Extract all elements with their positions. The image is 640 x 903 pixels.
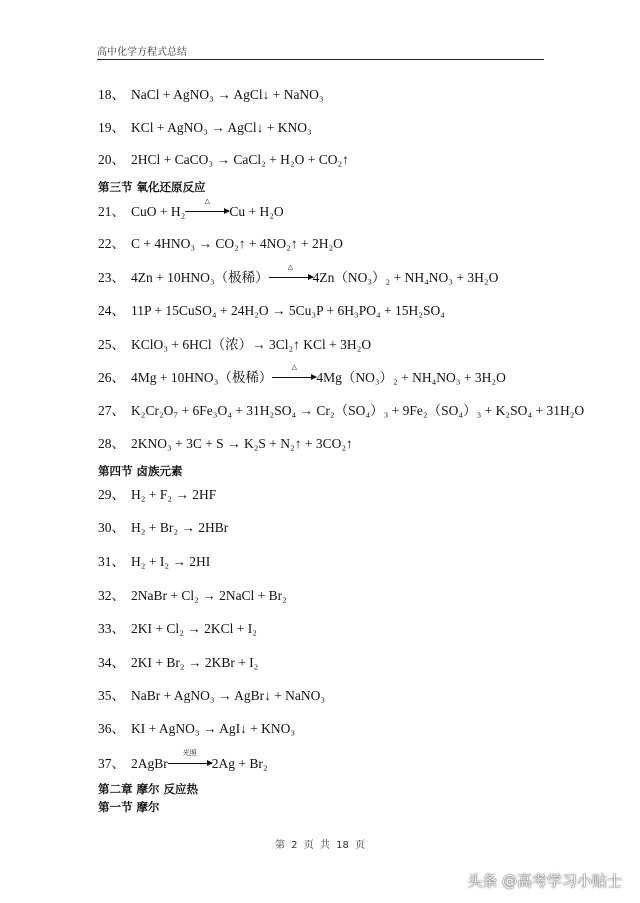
equation-line	[98, 721, 295, 737]
equation-line	[98, 655, 258, 671]
equation-number: 29、	[98, 487, 125, 502]
equation-line	[98, 236, 343, 252]
equation-number: 30、	[98, 520, 125, 535]
equation-line	[98, 120, 312, 136]
condition-arrow	[185, 197, 229, 220]
equation-number: 37、	[98, 756, 125, 771]
arrow-icon	[272, 377, 316, 378]
reaction-condition: △	[287, 263, 294, 271]
equation-text: NaBr + AgNO₃ → AgBr↓ + NaNO₃	[131, 688, 326, 703]
equation-number: 23、	[98, 270, 125, 285]
header-rule	[97, 59, 544, 60]
equation-text: H₂ + F₂ → 2HF	[131, 487, 217, 502]
equation-text: H₂ + I₂ → 2HI	[131, 554, 211, 569]
page-footer: 第 2 页 共 18 页	[275, 840, 365, 851]
equation-reactants: 4Mg + 10HNO₃（极稀）	[131, 370, 273, 385]
equation-text: 2HCl + CaCO₃ → CaCl₂ + H₂O + CO₂↑	[131, 152, 349, 167]
equation-line	[98, 588, 287, 604]
equation-number: 25、	[98, 337, 125, 352]
section-heading: 第三节 氧化还原反应	[98, 180, 206, 194]
equation-line	[98, 403, 584, 419]
section-heading: 第一节 摩尔	[98, 800, 160, 814]
section-heading: 第四节 卤族元素	[98, 464, 183, 478]
equation-line	[98, 688, 325, 704]
equation-reactants: 2AgBr	[131, 756, 168, 771]
watermark: 头条 @高考学习小贴士	[467, 872, 622, 890]
equation-line	[98, 152, 349, 168]
equation-text: H₂ + Br₂ → 2HBr	[131, 520, 229, 535]
equation-products: 2Ag + Br₂	[211, 756, 268, 771]
equation-line	[98, 87, 324, 103]
condition-arrow	[269, 263, 313, 286]
equation-number: 27、	[98, 403, 125, 418]
equation-text: C + 4HNO₃ → CO₂↑ + 4NO₂↑ + 2H₂O	[131, 236, 343, 251]
condition-arrow	[272, 363, 316, 386]
equation-number: 22、	[98, 236, 125, 251]
chapter-heading: 第二章 摩尔 反应热	[98, 782, 199, 796]
equation-line	[98, 337, 371, 353]
equation-text: 2KI + Cl₂ → 2KCl + I₂	[131, 621, 257, 636]
equation-number: 35、	[98, 688, 125, 703]
equation-text: KClO₃ + 6HCl（浓）→ 3Cl₂↑ KCl + 3H₂O	[131, 337, 372, 352]
equation-number: 33、	[98, 621, 125, 636]
equation-number: 34、	[98, 655, 125, 670]
arrow-icon	[269, 277, 313, 278]
equation-number: 18、	[98, 87, 125, 102]
equation-number: 26、	[98, 370, 125, 385]
equation-line	[98, 197, 284, 220]
equation-text: KCl + AgNO₃ → AgCl↓ + KNO₃	[131, 120, 312, 135]
equation-products: Cu + H₂O	[229, 204, 284, 219]
equation-text: K₂Cr₂O₇ + 6Fe₃O₄ + 31H₂SO₄ → Cr₂（SO₄）₃ + 9Fe₂（SO₄）₃ + K₂SO₄ + 31H₂O	[131, 403, 585, 418]
equation-line	[98, 749, 268, 772]
equation-products: 4Zn（NO₃）₂ + NH₄NO₃ + 3H₂O	[312, 270, 499, 285]
equation-number: 36、	[98, 721, 125, 736]
equation-text: 2NaBr + Cl₂ → 2NaCl + Br₂	[131, 588, 287, 603]
equation-line	[98, 303, 445, 319]
equation-number: 19、	[98, 120, 125, 135]
equation-reactants: CuO + H₂	[131, 204, 186, 219]
equation-line	[98, 363, 506, 386]
equation-number: 28、	[98, 436, 125, 451]
reaction-condition: △	[291, 363, 298, 371]
arrow-icon	[185, 211, 229, 212]
reaction-condition: 光照	[182, 749, 197, 757]
running-header: 高中化学方程式总结	[97, 47, 187, 58]
equation-line	[98, 554, 210, 570]
reaction-condition: △	[204, 197, 211, 205]
equation-number: 21、	[98, 204, 125, 219]
equation-line	[98, 520, 228, 536]
equation-text: KI + AgNO₃ → AgI↓ + KNO₃	[131, 721, 296, 736]
equation-text: NaCl + AgNO₃ → AgCl↓ + NaNO₃	[131, 87, 324, 102]
equation-reactants: 4Zn + 10HNO₃（极稀）	[131, 270, 269, 285]
equation-text: 2KNO₃ + 3C + S → K₂S + N₂↑ + 3CO₂↑	[131, 436, 353, 451]
equation-number: 31、	[98, 554, 125, 569]
equation-number: 24、	[98, 303, 125, 318]
equation-line	[98, 621, 257, 637]
equation-products: 4Mg（NO₃）₂ + NH₄NO₃ + 3H₂O	[316, 370, 506, 385]
equation-line	[98, 263, 499, 286]
equation-line	[98, 436, 353, 452]
equation-text: 2KI + Br₂ → 2KBr + I₂	[131, 655, 259, 670]
equation-text: 11P + 15CuSO₄ + 24H₂O → 5Cu₃P + 6H₃PO₄ + 15H₂SO₄	[131, 303, 445, 318]
equation-number: 32、	[98, 588, 125, 603]
equation-number: 20、	[98, 152, 125, 167]
equation-line	[98, 487, 216, 503]
condition-arrow	[168, 749, 212, 772]
arrow-icon	[168, 763, 212, 764]
